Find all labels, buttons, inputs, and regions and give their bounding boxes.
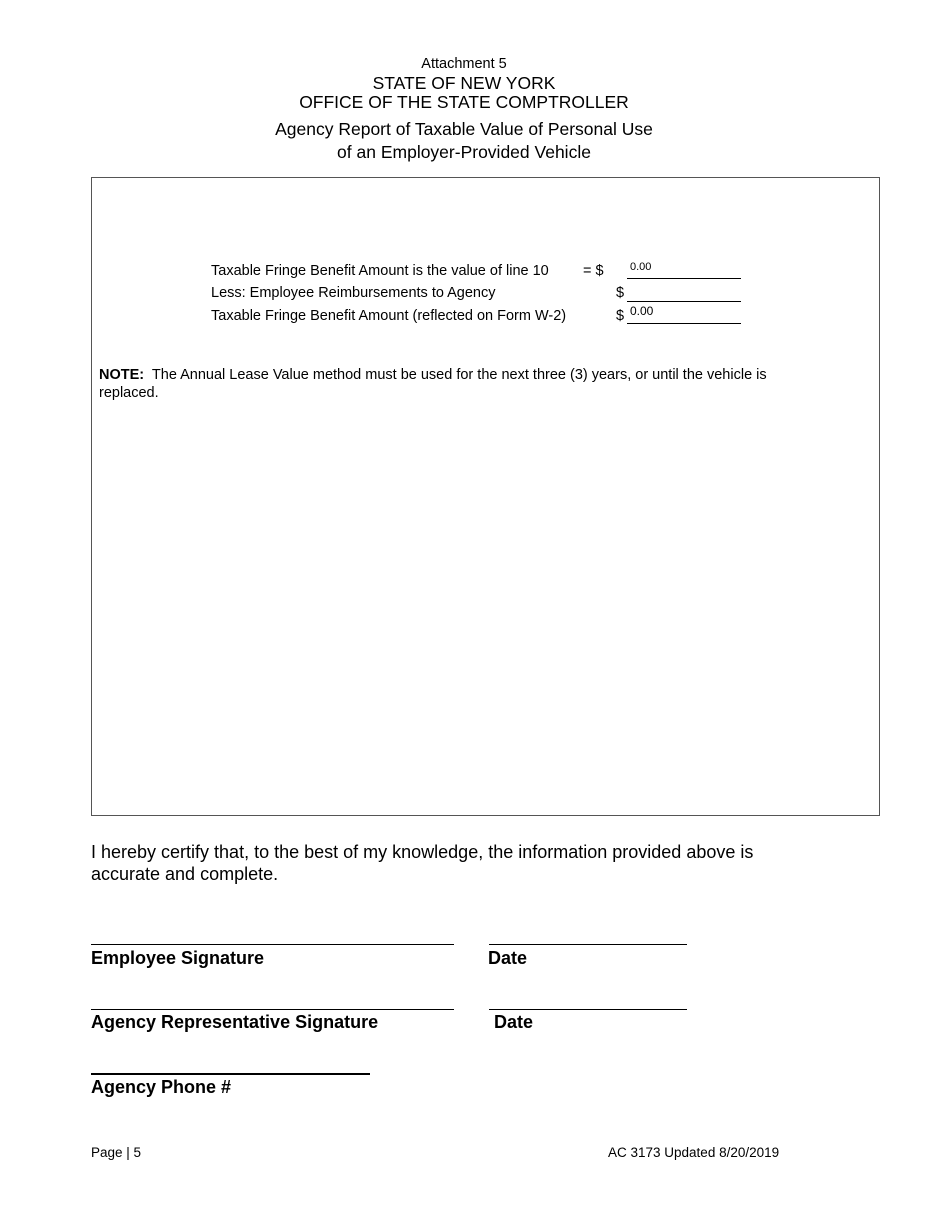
page-number: Page | 5: [91, 1145, 142, 1160]
fringe-benefit-label: Taxable Fringe Benefit Amount is the value of line 10: [211, 263, 549, 279]
taxable-w2-label: Taxable Fringe Benefit Amount (reflected on Form W-2): [211, 308, 567, 324]
taxable-w2-field[interactable]: [627, 304, 741, 324]
agency-rep-date-line[interactable]: [489, 1009, 687, 1010]
agency-phone-line[interactable]: [91, 1073, 370, 1075]
agency-rep-signature-line[interactable]: [91, 1009, 454, 1010]
note-label: NOTE:: [99, 367, 145, 383]
note-text: The Annual Lease Value method must be used for the next three (3) years, or until the vehicle is replaced.: [99, 367, 767, 401]
report-title-line2: of an Employer-Provided Vehicle: [337, 142, 591, 162]
certification-statement: I hereby certify that, to the best of my knowledge, the information provided above is accurate and complete.: [91, 842, 754, 884]
note-paragraph: [99, 366, 819, 402]
employee-date-label: Date: [488, 948, 528, 968]
fringe-benefit-field[interactable]: [627, 261, 741, 279]
office-heading: OFFICE OF THE STATE COMPTROLLER: [299, 92, 629, 112]
state-heading: STATE OF NEW YORK: [372, 73, 556, 93]
reimbursements-label: Less: Employee Reimbursements to Agency: [211, 285, 496, 301]
taxable-w2-value: 0.00: [630, 304, 654, 318]
agency-phone-label: Agency Phone #: [91, 1077, 232, 1097]
reimbursements-dollar: $: [616, 285, 625, 301]
employee-signature-label: Employee Signature: [91, 948, 265, 968]
taxable-w2-dollar: $: [616, 308, 625, 324]
agency-rep-signature-label: Agency Representative Signature: [91, 1012, 379, 1032]
report-title-line1: Agency Report of Taxable Value of Personal Use: [275, 119, 653, 139]
fringe-benefit-equals: = $: [583, 263, 604, 279]
form-identifier: AC 3173 Updated 8/20/2019: [608, 1145, 780, 1160]
attachment-label: Attachment 5: [421, 56, 507, 72]
employee-signature-line[interactable]: [91, 944, 454, 945]
agency-rep-date-label: Date: [494, 1012, 534, 1032]
reimbursements-field[interactable]: [627, 289, 741, 302]
employee-date-line[interactable]: [489, 944, 687, 945]
fringe-benefit-value: 0.00: [630, 261, 652, 273]
